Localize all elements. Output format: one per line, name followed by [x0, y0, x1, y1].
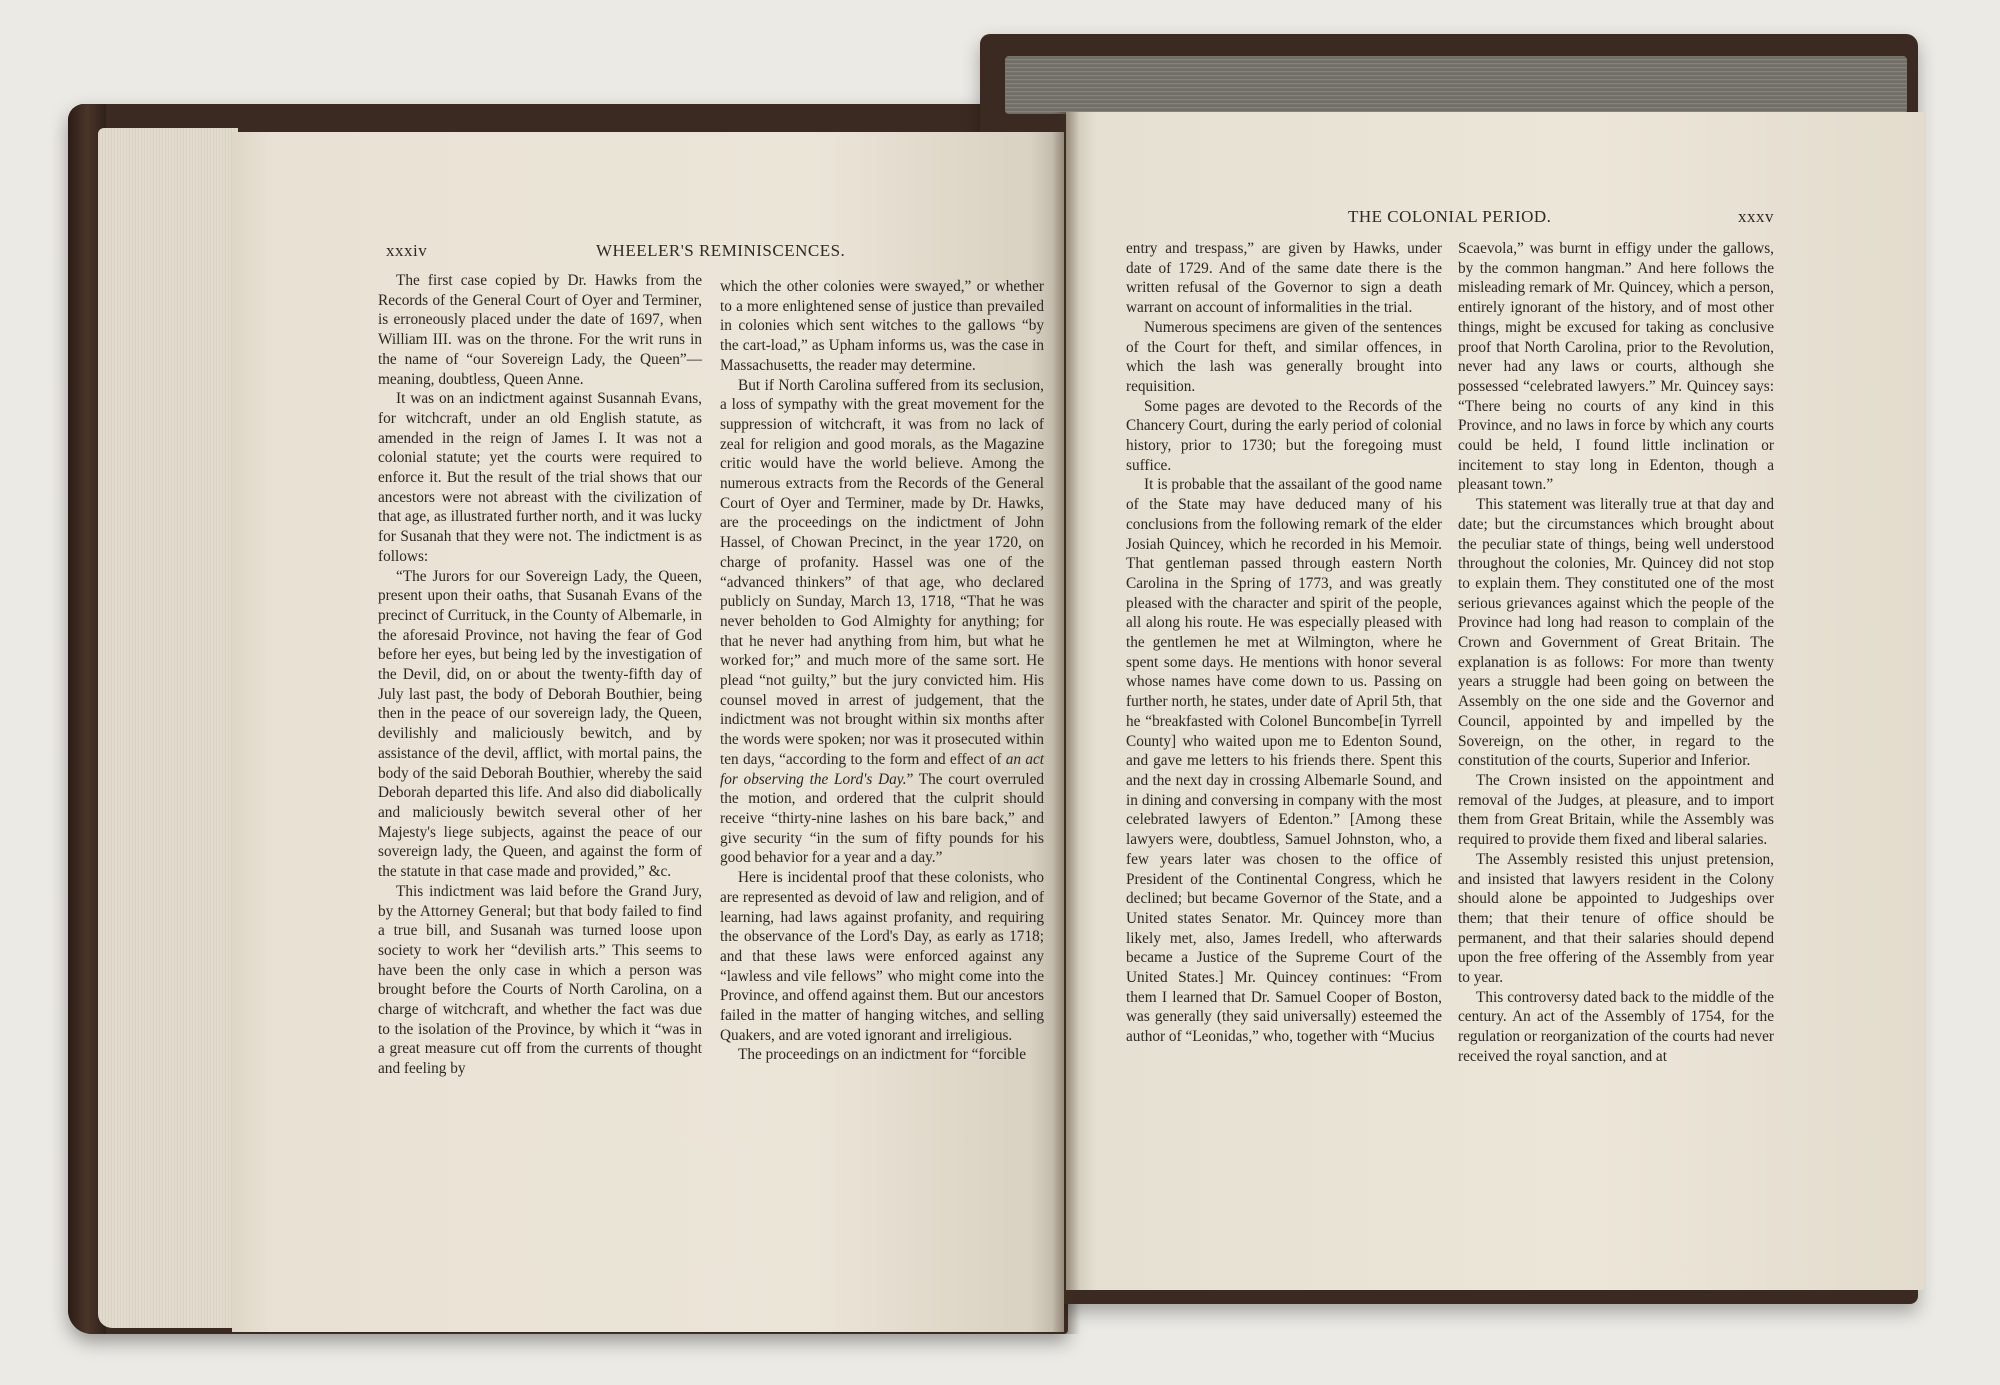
left-running-head: WHEELER'S REMINISCENCES. [596, 241, 846, 260]
left-page-number: xxxiv [386, 241, 428, 260]
paragraph: This controversy dated back to the middle of the century. An act of the Assembly of 1754, for the regulation or reorganization of the courts had never received the royal sanction, and at [1458, 988, 1774, 1065]
paragraph: This indictment was laid before the Grand Jury, by the Attorney General; but that body failed to find a true bill, and Susanah was turned loose upon society to work her “devilish arts.” This seems to have been the only case in which a person was brought before the Courts of North Carolina, on a charge of witchcraft, and whether the fact was due to the isolation of the Province, by which it “was in a great measure cut off from the currents of thought and feeling by [378, 882, 702, 1078]
paragraph: The proceedings on an indictment for “forcible [738, 1046, 1026, 1064]
left-page-column-2 [720, 277, 1044, 1065]
right-running-head: THE COLONIAL PERIOD. [1348, 207, 1552, 226]
book-gutter [1052, 112, 1080, 1334]
left-page-column-1 [378, 271, 702, 1079]
paragraph [720, 376, 1044, 869]
right-book-page-edges [1005, 56, 1907, 114]
paragraph: Numerous specimens are given of the sentences of the Court for theft, and similar offences, in which the lash was generally brought into requisition. [1126, 318, 1442, 395]
paragraph: Some pages are devoted to the Records of the Chancery Court, during the early period of colonial history, prior to 1730; but the foregoing must suffice. [1126, 397, 1442, 474]
paragraph: entry and trespass,” are given by Hawks, under date of 1729. And of the same date there is the written refusal of the Governor to sign a death warrant on account of informalities in the trial. [1126, 240, 1442, 317]
paragraph-text: But if North Carolina suffered from its seclusion, a loss of sympathy with the great movement for the suppression of witchcraft, it was from no lack of zeal for religion and good morals, as the Magazine critic would have the world believe. Among the numerous extracts from the Records of the General Court of Oyer and Terminer, made by Dr. Hawks, are the proceedings on the indictment of John Hassel, of Chowan Precinct, in the year 1720, on charge of profanity. Hassel was one of the “advanced thinkers” of that age, who declared publicly on Sunday, March 13, 1718, “That he was never beholden to God Almighty for anything; for that he never had anything from him, but what he worked for;” and much more of the same sort. He plead “not guilty,” but the jury convicted him. His counsel moved in arrest of judgement, that the indictment was not brought within six months after the words were spoken; nor was it prosecuted within ten days, “according to the form and effect of [720, 376, 1044, 768]
paragraph: It is probable that the assailant of the good name of the State may have deduced many of his conclusions from the following remark of the elder Josiah Quincey, which he recorded in his Memoir. That gentleman passed through eastern North Carolina in the Spring of 1773, and was greatly pleased with the character and spirit of the people, all along his route. He was especially pleased with the gentlemen he met at Wilmington, where he spent some days. He mentions with honor several whose names have come down to us. Passing on further north, he states, under date of April 5th, that he “breakfasted with Colonel Buncombe[in Tyrrell County] who waited upon me to Edenton Sound, and gave me letters to his friends there. Spent this and the next day in crossing Albemarle Sound, and in dining and conversing in company with the most celebrated lawyers of Edenton.” [Among these lawyers were, doubtless, Samuel Johnston, who, a few years later was chosen to the office of President of the Continental Congress, which he declined; but became Governor of the State, and a United states Senator. Mr. Quincey more than likely met, also, James Iredell, who afterwards became a Justice of the Supreme Court of the United States.] Mr. Quincey continues: “From them I learned that Dr. Samuel Cooper of Boston, was generally (they said universally) esteemed the author of “Leonidas,” who, together with “Mucius [1126, 476, 1442, 1046]
paragraph: It was on an indictment against Susannah Evans, for witchcraft, under an old English statute, as amended in the reign of James I. It was not a colonial statute; yet the courts were required to enforce it. But the result of the trial shows that our ancestors were not abreast with the civilization of that age, as illustrated further north, and it was lucky for Susanah that they were not. The indictment is as follows: [378, 390, 702, 565]
right-page-column-2 [1458, 239, 1774, 1067]
paragraph: Here is incidental proof that these colonists, who are represented as devoid of law and religion, and of learning, had laws against profanity, and requiring the observance of the Lord's Day, as early as 1718; and that these laws were enforced against any “lawless and vile fellows” who might come into the Province, and offend against them. But our ancestors failed in the matter of hanging witches, and selling Quakers, and are voted ignorant and irreligious. [720, 869, 1044, 1044]
paragraph: This statement was literally true at that day and date; but the circumstances which brought about the peculiar state of things, being well understood throughout the colonies, Mr. Quincey did not stop to explain them. They constituted one of the most serious grievances against which the people of the Province had long had reason to complain of the Crown and Government of Great Britain. The explanation is as follows: For more than twenty years a struggle had been going on between the Assembly on the one side and the Governor and Council, appointed by and impelled by the Sovereign, on the other, in regard to the constitution of the courts, Superior and Inferior. [1458, 496, 1774, 770]
italic-act-title: an act for observing the Lord's Day. [720, 750, 1045, 788]
right-page-column-1 [1126, 239, 1442, 1047]
paragraph-text: ” The court overruled the motion, and ordered that the culprit should receive “thirty-nine lashes on his bare back,” and give security “in the sum of fifty pounds for his good behavior for a year and a day.” [720, 770, 1045, 867]
paragraph: which the other colonies were swayed,” or whether to a more enlightened sense of justice than prevailed in colonies which sent witches to the gallows “by the cart-load,” as Upham informs us, was the case in Massachusetts, the reader may determine. [720, 278, 1044, 374]
paragraph: The first case copied by Dr. Hawks from the Records of the General Court of Oyer and Terminer, is erroneously placed under the date of 1697, when William III. was on the throne. For the writ runs in the name of “our Sovereign Lady, the Queen”—meaning, doubtless, Queen Anne. [378, 272, 702, 388]
right-page-number: xxxv [1738, 207, 1774, 226]
indictment-quote: “The Jurors for our Sovereign Lady, the Queen, present upon their oaths, that Susanah Evans of the precinct of Currituck, in the County of Albemarle, in the aforesaid Province, not having the fear of God before her eyes, but being led by the investigation of the Devil, did, on or about the twenty-fifth day of July last past, the body of Deborah Bouthier, being then in the peace of our sovereign lady, the Queen, devilishly and maliciously bewitch, and by assistance of the devil, afflict, with mortal pains, the body of the said Deborah Bouthier, whereby the said Deborah departed this life. And also did diabolically and maliciously bewitch several other of her Majesty's liege subjects, against the peace of our sovereign lady, the Queen, and against the form of the statute in that case made and provided,” &c. [378, 567, 702, 881]
paragraph: The Crown insisted on the appointment and removal of the Judges, at pleasure, and to import them from Great Britain, while the Assembly was required to provide them fixed and liberal salaries. [1458, 771, 1774, 849]
left-page-stack [98, 128, 238, 1328]
paragraph: The Assembly resisted this unjust pretension, and insisted that lawyers resident in the Colony should alone be appointed to Judgeships over them; that their tenure of office should be permanent, and that their salaries should depend upon the free offering of the Assembly from year to year. [1458, 850, 1774, 987]
paragraph: Scaevola,” was burnt in effigy under the gallows, by the common hangman.” And here follows the misleading remark of Mr. Quincey, which a person, entirely ignorant of the history, and of most other things, might be excused for taking as conclusive proof that North Carolina, prior to the Revolution, never had any laws or courts, although she possessed “celebrated lawyers.” Mr. Quincey says: “There being no courts of any kind in this Province, and no laws in force by which any courts could be held, I found little inclination or incitement to stay long in Edenton, though a pleasant town.” [1458, 240, 1774, 494]
